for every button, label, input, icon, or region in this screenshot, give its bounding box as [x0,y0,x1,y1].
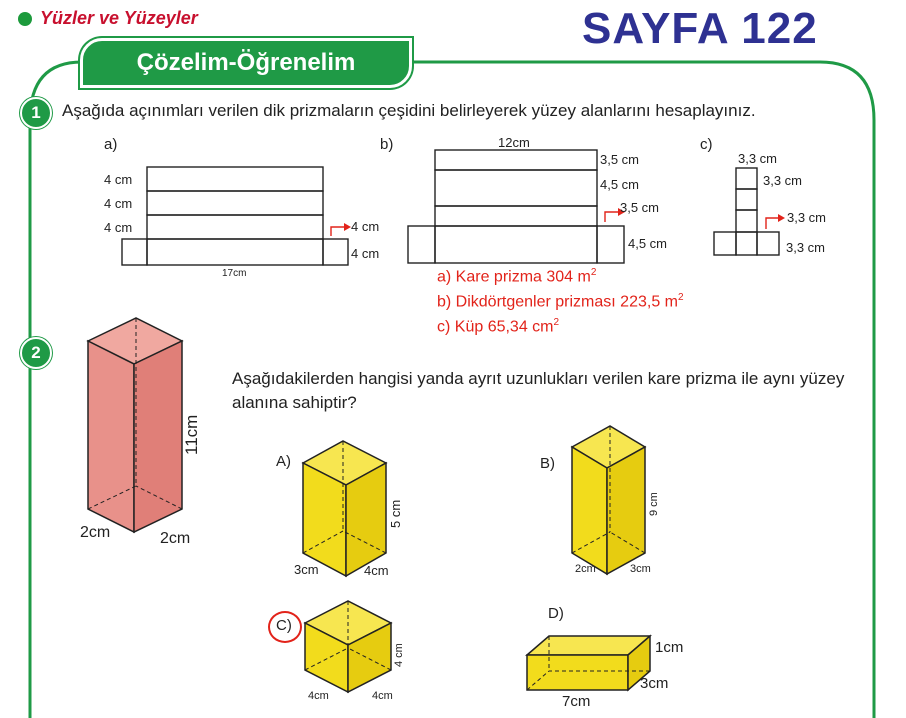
net-c-dim: 3,3 cm [786,240,826,255]
option-c-w2: 4cm [372,690,393,702]
option-c-height: 4 cm [393,643,405,667]
option-c-label[interactable]: C) [276,617,292,634]
prism-d [527,636,650,690]
net-c-dim: 3,3 cm [763,173,803,188]
net-a [122,167,348,265]
main-prism-w2: 2cm [160,530,191,547]
net-c-label: c) [700,136,713,153]
answer-a: a) Kare prizma 304 $m^2$ [437,267,597,286]
option-d-w2: 3cm [640,675,669,692]
option-a-label[interactable]: A) [276,453,291,470]
prism-a [303,441,386,576]
main-prism-w1: 2cm [80,524,111,541]
option-a-w2: 4cm [364,563,389,578]
net-b-dim: 4,5 cm [628,236,668,251]
section-title: Yüzler ve Yüzeyler [40,8,198,28]
option-d-label[interactable]: D) [548,605,564,622]
net-c-dim: 3,3 cm [787,210,827,225]
page-number: SAYFA 122 [582,4,818,53]
net-b-dim: 4,5 cm [600,177,640,192]
net-a-label: a) [104,136,118,153]
net-a-dim: 4 cm [104,172,133,187]
net-a-right-bottom: 4 cm [351,246,380,261]
net-b-label: b) [380,136,394,153]
option-d-height: 1cm [655,639,684,656]
main-prism-height: 11cm [182,414,201,455]
net-a-bottom: 17cm [222,268,247,279]
option-b-label[interactable]: B) [540,455,555,472]
net-a-right-top: 4 cm [351,219,380,234]
prism-b [572,426,645,574]
answer-b: b) Dikdörtgenler prizması 223,5 $m^2$ [437,292,684,311]
net-b-dim: 3,5 cm [600,152,640,167]
banner-title: Çözelim-Öğrenelim [80,38,412,88]
question-1-text: Aşağıda açınımları verilen dik prizmaların çeşidini belirleyerek yüzey alanlarını hesaplayınız. [62,101,756,120]
question-2-badge: 2 [20,337,52,369]
net-b-top: 12cm [498,135,530,150]
option-b-w1: 2cm [575,563,596,575]
question-2-text: Aşağıdakilerden hangisi yanda ayrıt uzunlukları verilen kare prizma ile aynı yüzey alanına sahiptir? [232,369,845,412]
section-bullet-icon [18,12,32,26]
prism-c [305,601,391,692]
option-a-w1: 3cm [294,562,319,577]
main-prism [88,318,182,532]
net-a-dim: 4 cm [104,196,133,211]
option-d-w1: 7cm [562,693,591,710]
question-1-badge: 1 [20,97,52,129]
answer-c: c) Küp 65,34 $cm^2$ [437,317,560,336]
net-b [408,150,624,263]
option-b-height: 9 cm [648,492,660,516]
net-c-dim: 3,3 cm [738,151,778,166]
net-b-dim: 3,5 cm [620,200,660,215]
net-a-dim: 4 cm [104,220,133,235]
option-c-w1: 4cm [308,690,329,702]
option-a-height: 5 cm [388,499,403,528]
option-b-w2: 3cm [630,563,651,575]
